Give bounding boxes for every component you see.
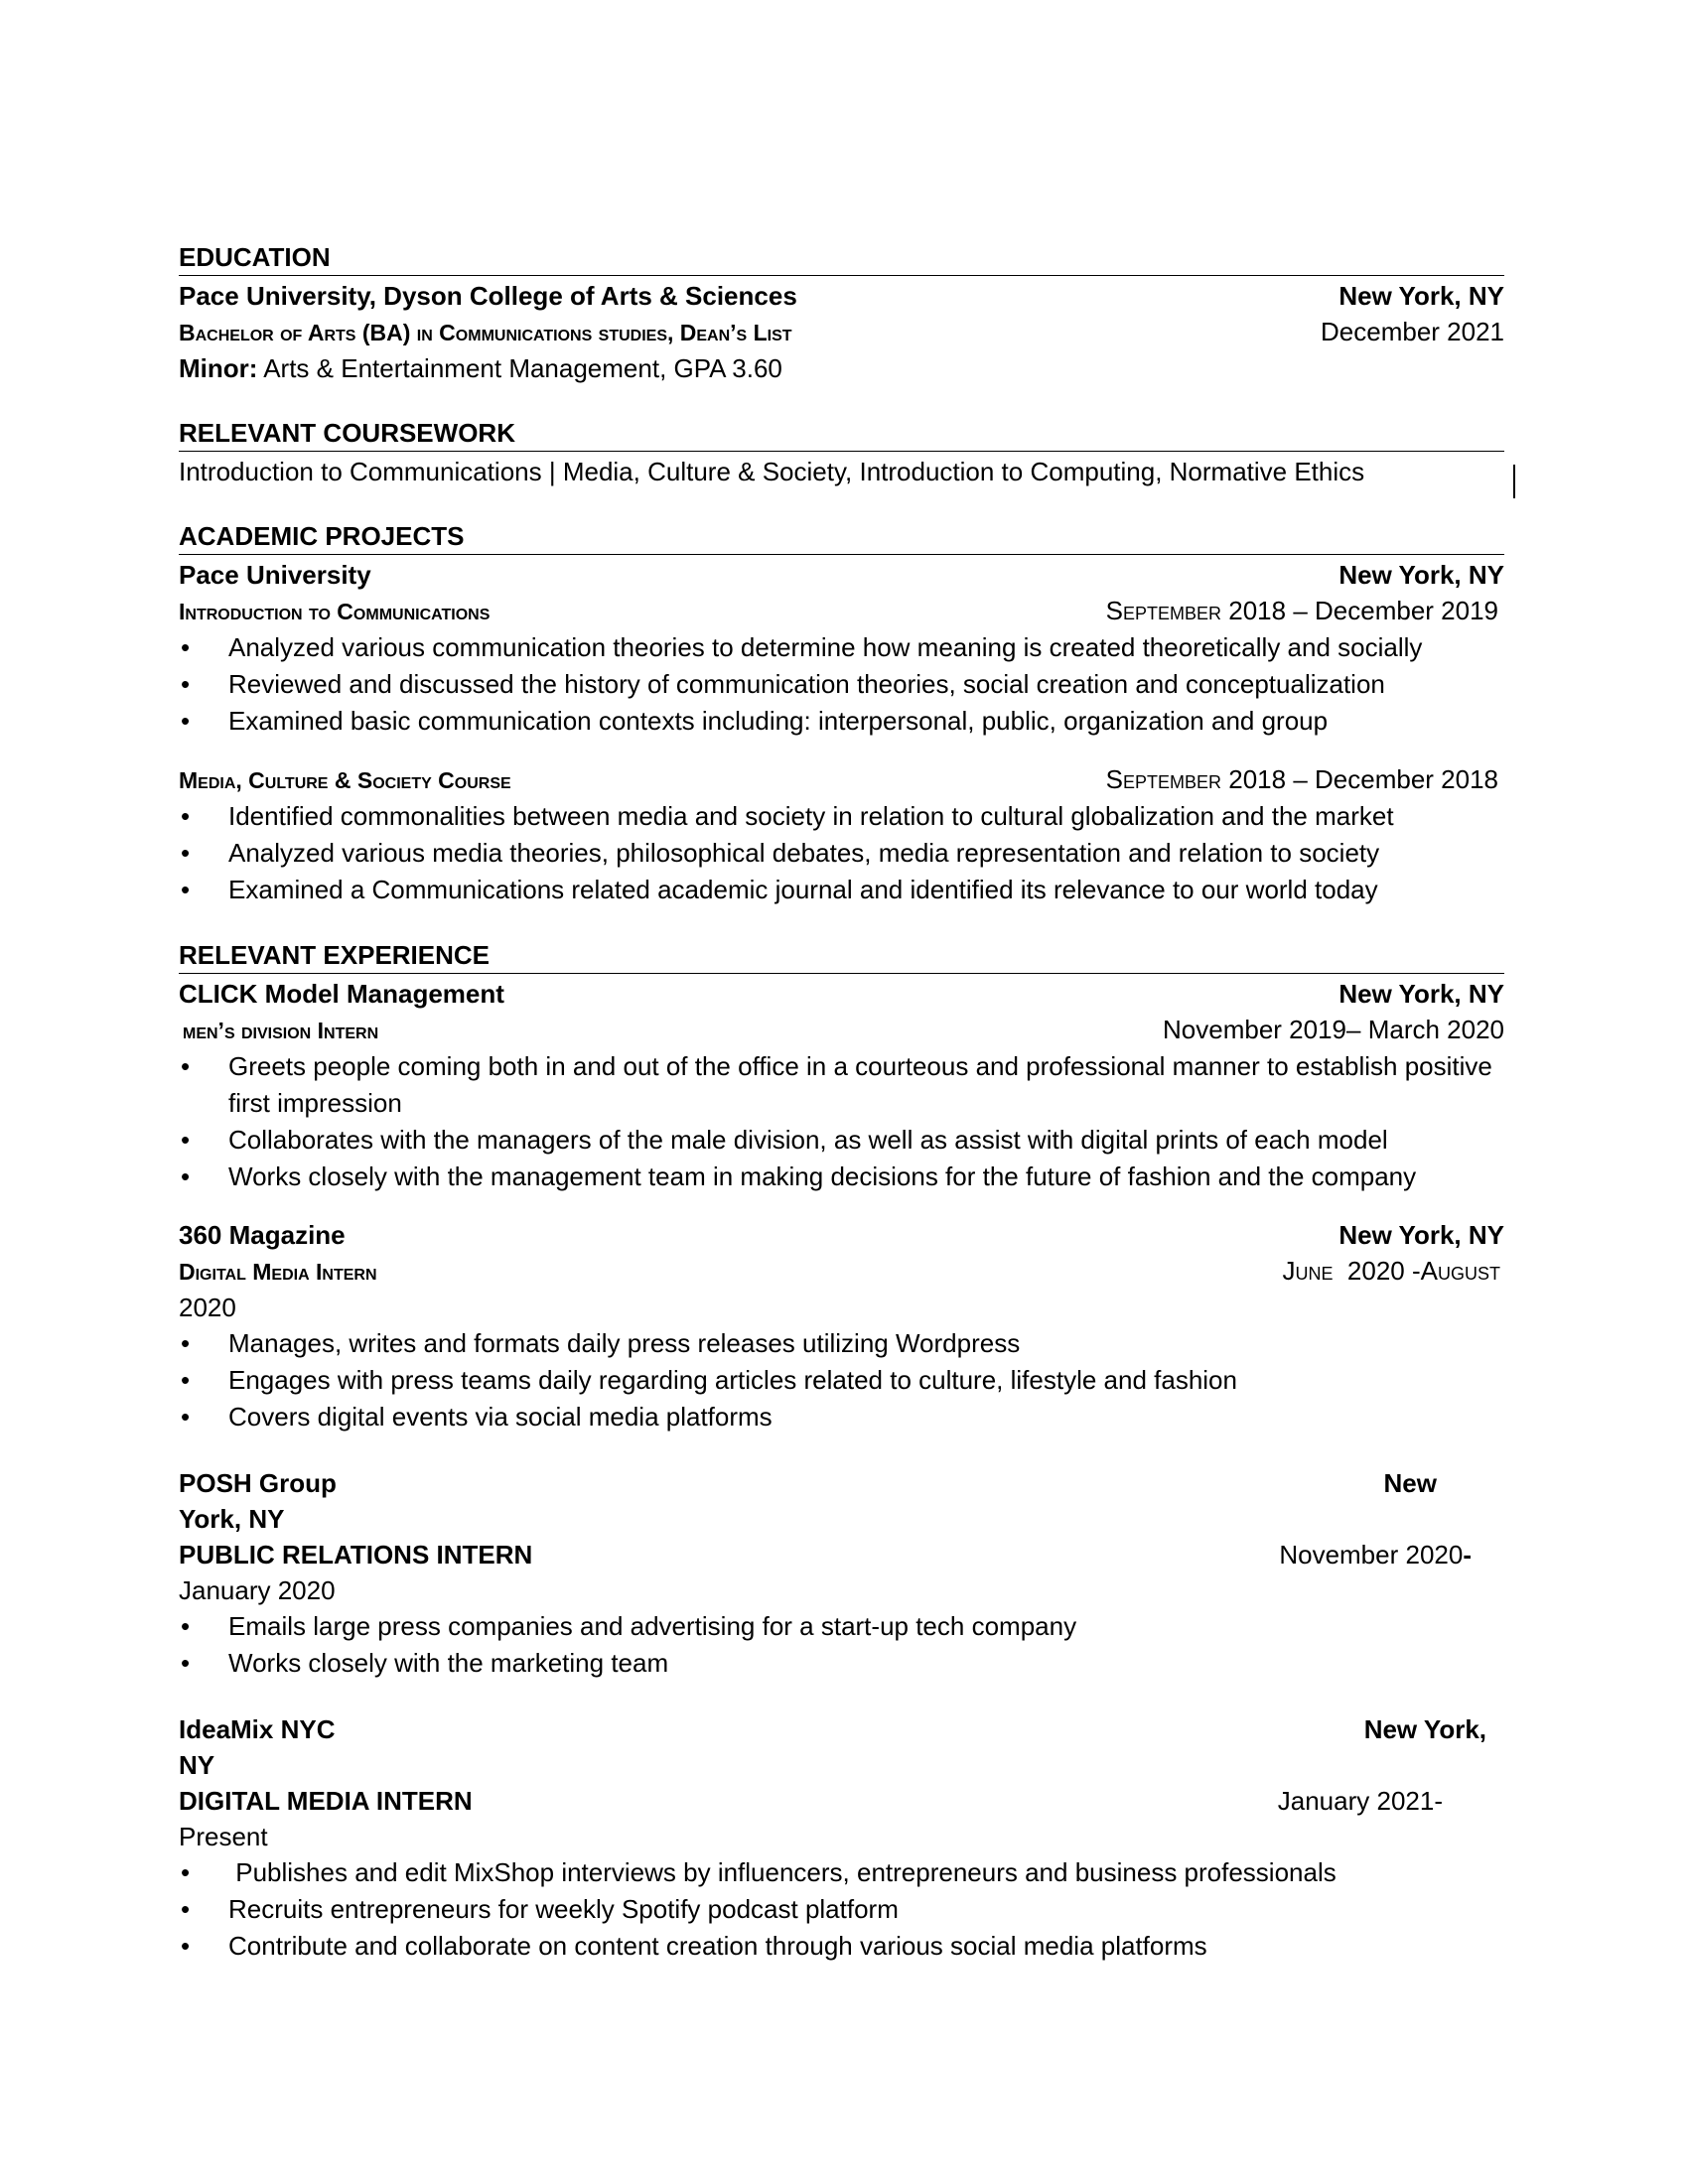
job4-date: January 2021- [1277, 1786, 1443, 1816]
job2-date: June 2020 -August [1282, 1256, 1500, 1286]
school-location: New York, NY [1338, 281, 1504, 311]
education-degree-row [179, 314, 1504, 350]
job3-location-a: New [1383, 1468, 1437, 1498]
minor-text: Arts & Entertainment Management, GPA 3.60 [257, 353, 782, 383]
job2-org-row [179, 1217, 1504, 1253]
minor-line [179, 350, 1504, 386]
job1-org: CLICK Model Management [179, 979, 504, 1009]
project2-bullets [179, 798, 1504, 908]
projects-org-row [179, 557, 1504, 593]
projects-org: Pace University [179, 560, 371, 590]
minor-label: Minor: [179, 353, 258, 383]
list-item: • Contribute and collaborate on content creation through various social media platforms [179, 1928, 1504, 1965]
job4-org-row [179, 1711, 1504, 1747]
job2-org: 360 Magazine [179, 1220, 346, 1250]
job4-role: DIGITAL MEDIA INTERN [179, 1786, 473, 1816]
list-item: • Covers digital events via social media platforms [179, 1399, 1504, 1435]
job3-location-b: York, NY [179, 1504, 285, 1534]
job4-location-b: NY [179, 1750, 215, 1780]
project1-row [179, 593, 1504, 629]
list-item: • Emails large press companies and advertising for a start-up tech company [179, 1608, 1504, 1645]
list-item: • Analyzed various media theories, philosophical debates, media representation and relation to society [179, 835, 1504, 872]
coursework-text: Introduction to Communications | Media, Culture & Society, Introduction to Computing, Normative Ethics [179, 457, 1365, 486]
list-item: • Manages, writes and formats daily press releases utilizing Wordpress [179, 1325, 1504, 1362]
job4-bullets [179, 1854, 1504, 1965]
job4-role-row [179, 1783, 1504, 1819]
list-item: • Examined basic communication contexts including: interpersonal, public, organization and group [179, 703, 1504, 740]
degree: Bachelor of Arts (BA) in Communications studies, Dean’s List [179, 320, 792, 345]
list-item: • Recruits entrepreneurs for weekly Spotify podcast platform [179, 1891, 1504, 1928]
list-item: • Works closely with the management team in making decisions for the future of fashion and the company [179, 1159, 1504, 1195]
job3-date: November 2020- [1279, 1540, 1472, 1570]
margin-bar [1513, 465, 1515, 498]
job3-org: POSH Group [179, 1468, 337, 1498]
project1-name: Introduction to Communications [179, 599, 491, 624]
job4-org: IdeaMix NYC [179, 1714, 336, 1744]
list-item: • Publishes and edit MixShop interviews by influencers, entrepreneurs and business professionals [179, 1854, 1504, 1891]
job1-role: men’s division Intern [183, 1018, 379, 1043]
project1-bullets [179, 629, 1504, 740]
job2-role-row [179, 1253, 1504, 1290]
job1-org-row [179, 976, 1504, 1012]
job3-org-row [179, 1465, 1504, 1501]
job3-role-row [179, 1537, 1504, 1572]
project2-date: September 2018 – December 2018 [1105, 764, 1498, 794]
job3-bullets [179, 1608, 1504, 1682]
job3-role: PUBLIC RELATIONS INTERN [179, 1540, 533, 1570]
resume-page [179, 240, 1504, 1965]
job2-bullets [179, 1325, 1504, 1435]
project2-name: Media, Culture & Society Course [179, 767, 511, 793]
job1-bullets [179, 1048, 1504, 1195]
projects-location: New York, NY [1338, 560, 1504, 590]
list-item: • Examined a Communications related academic journal and identified its relevance to our world today [179, 872, 1504, 908]
job2-date-wrap: 2020 [179, 1293, 236, 1322]
job1-location: New York, NY [1338, 979, 1504, 1009]
list-item: • Analyzed various communication theories to determine how meaning is created theoretically and socially [179, 629, 1504, 666]
project2-row [179, 761, 1504, 798]
experience-heading: RELEVANT EXPERIENCE [179, 938, 1504, 974]
list-item: • Collaborates with the managers of the male division, as well as assist with digital prints of each model [179, 1122, 1504, 1159]
job4-date-wrap: Present [179, 1822, 268, 1851]
degree-date: December 2021 [1321, 317, 1504, 346]
projects-heading: ACADEMIC PROJECTS [179, 519, 1504, 555]
list-item: • Works closely with the marketing team [179, 1645, 1504, 1682]
job1-role-row [179, 1012, 1504, 1048]
job1-date: November 2019– March 2020 [1163, 1015, 1504, 1044]
education-school-row [179, 278, 1504, 314]
list-item: • Greets people coming both in and out of the office in a courteous and professional manner to establish positive first impression [179, 1048, 1504, 1122]
job3-date-wrap: January 2020 [179, 1575, 336, 1605]
education-heading: EDUCATION [179, 240, 1504, 276]
job2-location: New York, NY [1338, 1220, 1504, 1250]
list-item: • Reviewed and discussed the history of communication theories, social creation and conceptualization [179, 666, 1504, 703]
project1-date: September 2018 – December 2019 [1105, 596, 1498, 625]
list-item: • Engages with press teams daily regarding articles related to culture, lifestyle and fashion [179, 1362, 1504, 1399]
school-name: Pace University, Dyson College of Arts & Sciences [179, 281, 797, 311]
coursework-heading: RELEVANT COURSEWORK [179, 416, 1504, 452]
list-item: • Identified commonalities between media and society in relation to cultural globalization and the market [179, 798, 1504, 835]
job4-location-a: New York, [1363, 1714, 1486, 1744]
job2-role: Digital Media Intern [179, 1259, 377, 1285]
